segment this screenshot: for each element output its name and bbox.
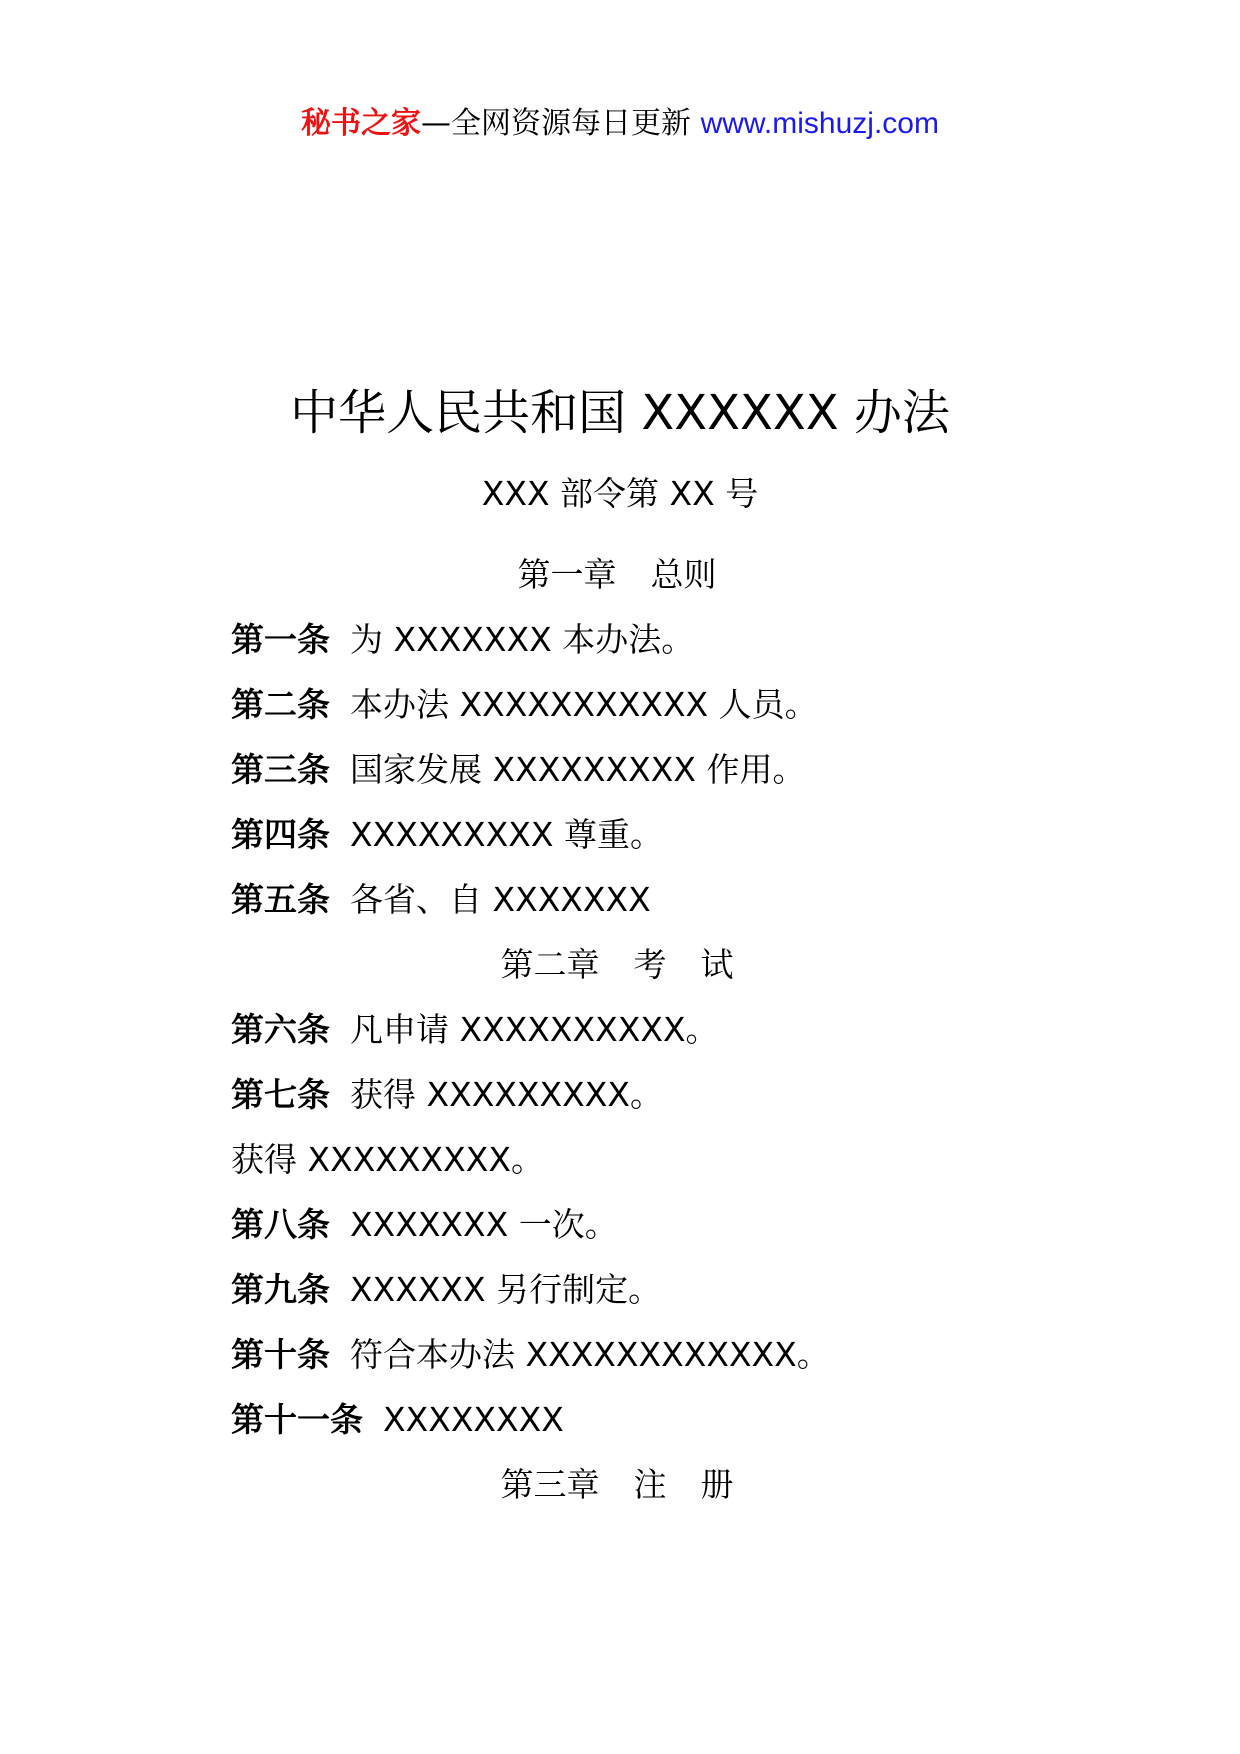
article-text: XXXXXXXX <box>383 1400 564 1439</box>
chapter-number: 第二章 <box>500 945 600 984</box>
article-9 <box>231 1266 1031 1331</box>
article-number: 第八条 <box>231 1205 330 1244</box>
chapter-heading-1 <box>231 551 1003 616</box>
article-number: 第四条 <box>231 815 330 854</box>
article-text: 国家发展 XXXXXXXXX 作用。 <box>350 750 806 789</box>
article-8 <box>231 1201 1031 1266</box>
article-number: 第九条 <box>231 1270 330 1309</box>
chapter-name-part-2: 试 <box>700 945 734 984</box>
article-number: 第十条 <box>231 1335 330 1374</box>
article-text: XXXXXXXXX 尊重。 <box>350 815 663 854</box>
article-text: 各省、自 XXXXXXX <box>350 880 651 919</box>
site-banner <box>0 100 1240 148</box>
article-5 <box>231 876 1031 941</box>
article-10 <box>231 1331 1031 1396</box>
article-text: 符合本办法 XXXXXXXXXXXX。 <box>350 1335 830 1374</box>
article-number: 第六条 <box>231 1010 330 1049</box>
article-number: 第一条 <box>231 620 330 659</box>
paragraph-text: 获得 XXXXXXXXX。 <box>231 1140 544 1179</box>
article-11 <box>231 1396 1031 1461</box>
article-3 <box>231 746 1031 811</box>
site-url-link[interactable]: www.mishuzj.com <box>700 107 939 140</box>
article-text: 本办法 XXXXXXXXXXX 人员。 <box>350 685 818 724</box>
chapter-number: 第一章 <box>517 555 617 594</box>
article-7-paragraph-2 <box>231 1136 1031 1201</box>
article-text: XXXXXX 另行制定。 <box>350 1270 662 1309</box>
article-number: 第十一条 <box>231 1400 363 1439</box>
article-text: XXXXXXX 一次。 <box>350 1205 618 1244</box>
article-7 <box>231 1071 1031 1136</box>
chapter-heading-3 <box>231 1461 1003 1526</box>
article-4 <box>231 811 1031 876</box>
document-body <box>231 551 1031 1526</box>
chapter-number: 第三章 <box>500 1465 600 1504</box>
article-text: 凡申请 XXXXXXXXXX。 <box>350 1010 719 1049</box>
article-number: 第五条 <box>231 880 330 919</box>
site-brand: 秘书之家 <box>301 106 422 141</box>
article-number: 第三条 <box>231 750 330 789</box>
article-2 <box>231 681 1031 746</box>
article-6 <box>231 1006 1031 1071</box>
article-text: 获得 XXXXXXXXX。 <box>350 1075 663 1114</box>
chapter-name-part-1: 考 <box>633 945 667 984</box>
article-number: 第七条 <box>231 1075 330 1114</box>
article-number: 第二条 <box>231 685 330 724</box>
site-tagline: —全网资源每日更新 <box>421 106 692 141</box>
chapter-name-part-1: 注 <box>633 1465 667 1504</box>
article-1 <box>231 616 1031 681</box>
chapter-heading-2 <box>231 941 1003 1006</box>
document-decree-number: XXX 部令第 XX 号 <box>481 474 759 513</box>
document-title: 中华人民共和国 XXXXXX 办法 <box>290 385 950 441</box>
chapter-name-part-2: 册 <box>700 1465 734 1504</box>
article-text: 为 XXXXXXX 本办法。 <box>350 620 695 659</box>
chapter-name: 总则 <box>650 555 717 594</box>
